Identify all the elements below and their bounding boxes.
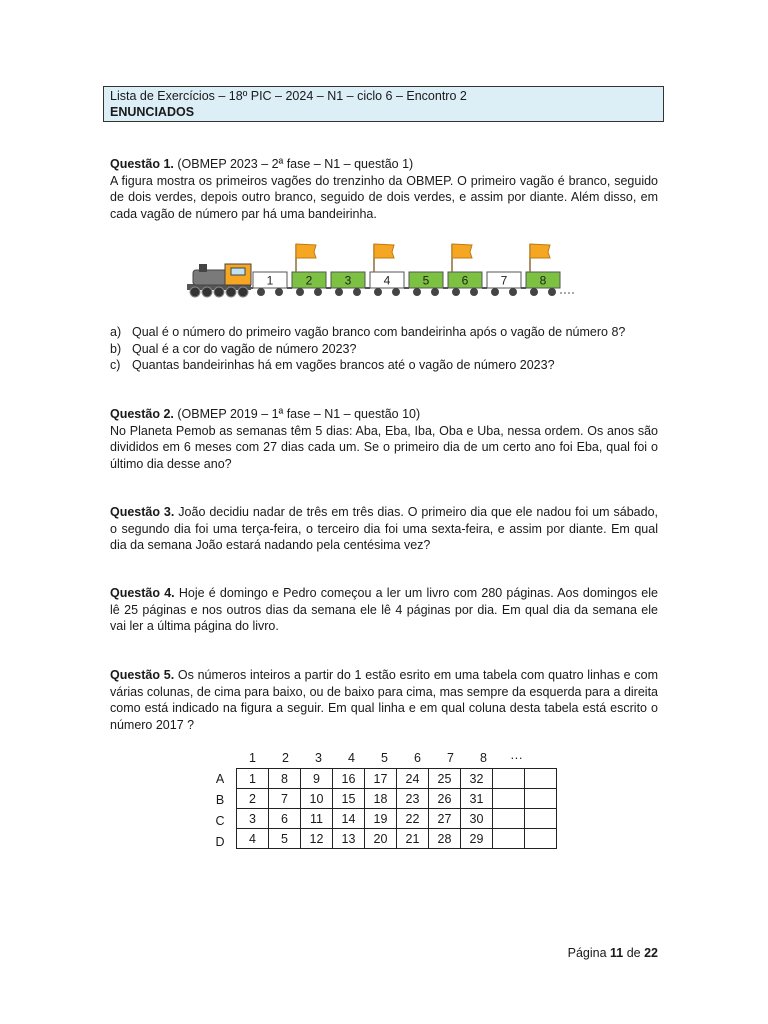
table-cell — [525, 789, 557, 809]
table-cell: 25 — [429, 769, 461, 789]
question-2-label: Questão 2. — [110, 407, 174, 421]
question-4 — [110, 585, 658, 635]
question-1-items — [110, 324, 658, 374]
table-cell: 24 — [397, 769, 429, 789]
table-cell — [525, 809, 557, 829]
column-header: ··· — [510, 751, 523, 765]
wheel — [491, 288, 499, 296]
wheel — [314, 288, 322, 296]
wheel — [431, 288, 439, 296]
question-2-source: (OBMEP 2019 – 1ª fase – N1 – questão 10) — [173, 407, 421, 421]
table-cell: 5 — [269, 829, 301, 849]
table-cell — [493, 769, 525, 789]
wheel — [238, 287, 248, 297]
item-letter: a) — [110, 325, 122, 339]
table-cell: 8 — [269, 769, 301, 789]
table-cell: 15 — [333, 789, 365, 809]
current-page: 11 — [610, 946, 624, 960]
table-cell: 9 — [301, 769, 333, 789]
flag-icon — [374, 244, 394, 258]
question-1-item — [110, 324, 658, 341]
table-cell: 28 — [429, 829, 461, 849]
wagon-number: 5 — [422, 273, 430, 288]
flag-icon — [452, 244, 472, 258]
table-cell: 26 — [429, 789, 461, 809]
table-cell: 10 — [301, 789, 333, 809]
wagon-number: 1 — [266, 273, 274, 288]
question-2-text: No Planeta Pemob as semanas têm 5 dias: Aba, Eba, Iba, Oba e Uba, nessa ordem. Os anos são divididos em 6 meses com 27 dias cada um. Se o primeiro dia de um certo ano foi Eba, qual foi o último dia desse ano? — [110, 423, 658, 471]
question-4-text: Hoje é domingo e Pedro começou a ler um livro com 280 páginas. Aos domingos ele lê 25 páginas e nos outros dias da semana ele lê 4 páginas por dia. Em qual dia da semana ele vai ler a última página do livro. — [110, 586, 658, 633]
row-label: D — [215, 835, 225, 849]
wheel — [226, 287, 236, 297]
list-title: Lista de Exercícios – 18º PIC – 2024 – N1 – ciclo 6 – Encontro 2 — [110, 89, 467, 103]
number-table-figure — [212, 748, 557, 849]
question-5 — [110, 667, 658, 733]
table-row — [237, 789, 557, 809]
question-1 — [110, 156, 658, 222]
table-cell: 1 — [237, 769, 269, 789]
question-1-text: A figura mostra os primeiros vagões do trenzinho da OBMEP. O primeiro vagão é branco, seguido de dois verdes, depois outro branco, seguido de dois verdes, e assim por diante. Além disso, em cada vagão de número par há uma bandeirinha. — [110, 173, 658, 221]
wheel — [202, 287, 212, 297]
locomotive-window — [231, 268, 245, 275]
question-2 — [110, 406, 658, 472]
table-cell — [493, 829, 525, 849]
table-cell: 32 — [461, 769, 493, 789]
column-header: 6 — [414, 751, 421, 765]
table-cell: 7 — [269, 789, 301, 809]
column-header: 8 — [480, 751, 487, 765]
flag-icon — [530, 244, 550, 258]
table-cell: 4 — [237, 829, 269, 849]
question-5-label: Questão 5. — [110, 668, 175, 682]
wheel — [275, 288, 283, 296]
question-4-label: Questão 4. — [110, 586, 175, 600]
wheel — [530, 288, 538, 296]
table-cell: 27 — [429, 809, 461, 829]
wheel — [392, 288, 400, 296]
column-header: 1 — [249, 751, 256, 765]
item-text: Quantas bandeirinhas há em vagões brancos até o vagão de número 2023? — [132, 358, 555, 372]
header-box — [103, 86, 664, 122]
question-3-text: João decidiu nadar de três em três dias. O primeiro dia que ele nadou foi um sábado, o segundo dia foi uma terça-feira, o terceiro dia foi uma sexta-feira, e assim por diante. Em qual dia da semana João estará nadando pela centésima vez? — [110, 505, 658, 552]
table-cell: 19 — [365, 809, 397, 829]
wheel — [413, 288, 421, 296]
table-cell — [525, 769, 557, 789]
question-1-source: (OBMEP 2023 – 2ª fase – N1 – questão 1) — [173, 157, 414, 171]
table-cell: 14 — [333, 809, 365, 829]
table-cell: 11 — [301, 809, 333, 829]
column-header: 2 — [282, 751, 289, 765]
wagon-number: 4 — [383, 273, 391, 288]
item-letter: b) — [110, 341, 122, 356]
table-column-headers — [236, 748, 557, 768]
page-number — [568, 946, 658, 960]
row-label: C — [215, 814, 225, 828]
table-cell: 20 — [365, 829, 397, 849]
row-label: A — [215, 772, 225, 786]
table-cell — [525, 829, 557, 849]
table-cell: 22 — [397, 809, 429, 829]
column-header: 4 — [348, 751, 355, 765]
wheel — [335, 288, 343, 296]
question-1-item — [110, 341, 658, 358]
table-cell: 12 — [301, 829, 333, 849]
item-text: Qual é a cor do vagão de número 2023? — [132, 341, 357, 356]
wheel — [452, 288, 460, 296]
number-table — [236, 768, 557, 849]
wheel — [509, 288, 517, 296]
question-3-label: Questão 3. — [110, 505, 175, 519]
table-cell: 16 — [333, 769, 365, 789]
table-cell: 13 — [333, 829, 365, 849]
question-1-item — [110, 357, 658, 374]
wagon-number: 7 — [500, 273, 508, 288]
column-header: 5 — [381, 751, 388, 765]
flag-icon — [296, 244, 316, 258]
row-label: B — [215, 793, 225, 807]
table-cell: 29 — [461, 829, 493, 849]
list-subtitle: ENUNCIADOS — [110, 105, 195, 119]
table-row — [237, 829, 557, 849]
table-row — [237, 809, 557, 829]
table-cell: 21 — [397, 829, 429, 849]
locomotive-chimney — [199, 264, 207, 272]
wheel — [296, 288, 304, 296]
wheel — [190, 287, 200, 297]
page-prefix: Página — [567, 946, 611, 960]
wheel — [374, 288, 382, 296]
page-middle: de — [623, 946, 645, 960]
column-header: 3 — [315, 751, 322, 765]
wagon-number: 8 — [539, 273, 547, 288]
question-1-label: Questão 1. — [110, 157, 174, 171]
question-3 — [110, 504, 658, 554]
table-cell — [493, 789, 525, 809]
table-cell: 31 — [461, 789, 493, 809]
table-cell: 3 — [237, 809, 269, 829]
item-letter: c) — [110, 358, 121, 372]
table-row-labels — [212, 769, 228, 853]
table-cell: 23 — [397, 789, 429, 809]
wheel — [353, 288, 361, 296]
item-text: Qual é o número do primeiro vagão branco com bandeirinha após o vagão de número 8? — [132, 325, 626, 339]
table-row — [237, 769, 557, 789]
wheel — [257, 288, 265, 296]
table-cell: 2 — [237, 789, 269, 809]
table-cell: 17 — [365, 769, 397, 789]
table-cell: 6 — [269, 809, 301, 829]
wheel — [470, 288, 478, 296]
total-pages: 22 — [644, 946, 658, 960]
table-cell: 30 — [461, 809, 493, 829]
column-header: 7 — [447, 751, 454, 765]
wagon-number: 2 — [305, 273, 313, 288]
wagon-number: 3 — [344, 273, 352, 288]
wheel — [548, 288, 556, 296]
question-5-text: Os números inteiros a partir do 1 estão esrito em uma tabela com quatro linhas e com várias colunas, de cima para baixo, ou de baixo para cima, mas sempre da esquerda para a direita como está indicado na figura a seguir. Em qual linha e em qual coluna desta tabela está escrito o número 2017 ? — [110, 668, 658, 732]
wagon-number: 6 — [461, 273, 469, 288]
train-figure — [185, 240, 585, 302]
wheel — [214, 287, 224, 297]
table-cell: 18 — [365, 789, 397, 809]
table-cell — [493, 809, 525, 829]
